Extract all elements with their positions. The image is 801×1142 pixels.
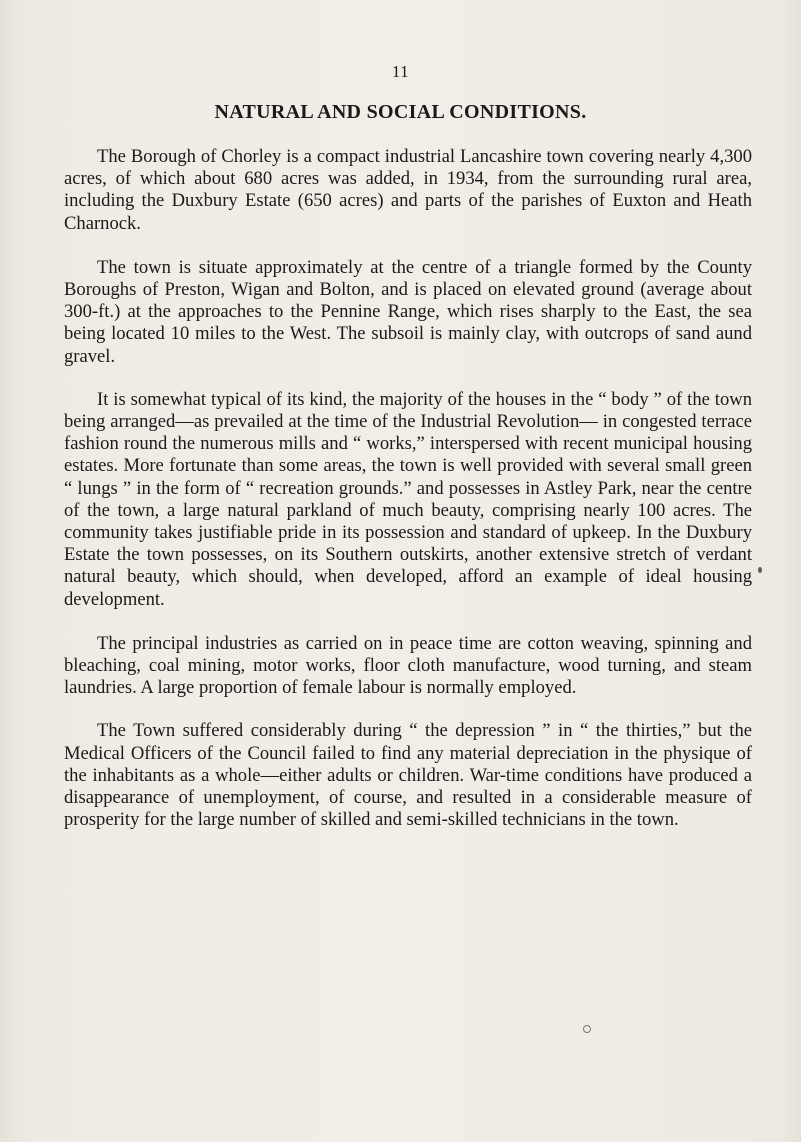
page-number: 11 — [391, 62, 410, 81]
paragraph-location: The town is situate approximately at the centre of a triangle formed by the County Boroughs of Preston, Wigan and Bolton, and is placed on elevated ground (average about 300-ft.) at the approaches to the Pennine Range, which rises sharply to the East, the sea being located 10 miles to the West. The subsoil is mainly clay, with outcrops of sand aund gravel. — [64, 256, 752, 367]
print-speck — [583, 1025, 591, 1033]
paragraph-industries: The principal industries as carried on in peace time are cotton weaving, spinning and bleaching, coal mining, motor works, floor cloth manufacture, wood turning, and steam laundries. A large proportion of female labour is normally employed. — [64, 632, 752, 699]
paragraph-depression: The Town suffered considerably during “ the depression ” in “ the thirties,” but the Medical Officers of the Council failed to find any material depreciation in the physique of the inhabitants as a whole—either adults or children. War-time conditions have produced a disappearance of unemployment, of course, and resulted in a considerable measure of prosperity for the large number of skilled and semi-skilled technicians in the town. — [64, 720, 752, 831]
margin-speck — [758, 567, 762, 573]
paragraph-borough-overview: The Borough of Chorley is a compact industrial Lancashire town covering nearly 4,300 acres, of which about 680 acres was added, in 1934, from the surrounding rural area, including the Duxbury Estate (650 acres) and parts of the parishes of Euxton and Heath Charnock. — [64, 146, 752, 234]
body-text — [64, 146, 752, 853]
page-title: NATURAL AND SOCIAL CONDITIONS. — [214, 101, 587, 123]
paragraph-housing: It is somewhat typical of its kind, the majority of the houses in the “ body ” of the town being arranged—as prevailed at the time of the Industrial Revolution— in congested terrace fashion round the numerous mills and “ works,” interspersed with recent municipal housing estates. More fortunate than some areas, the town is well provided with several small green “ lungs ” in the form of “ recreation grounds.” and possesses in Astley Park, near the centre of the town, a large natural parkland of much beauty, comprising nearly 100 acres. The community takes justifiable pride in its possession and standard of upkeep. In the Duxbury Estate the town possesses, on its Southern outskirts, another extensive stretch of verdant natural beauty, which should, when developed, afford an example of ideal housing development. — [64, 388, 752, 610]
